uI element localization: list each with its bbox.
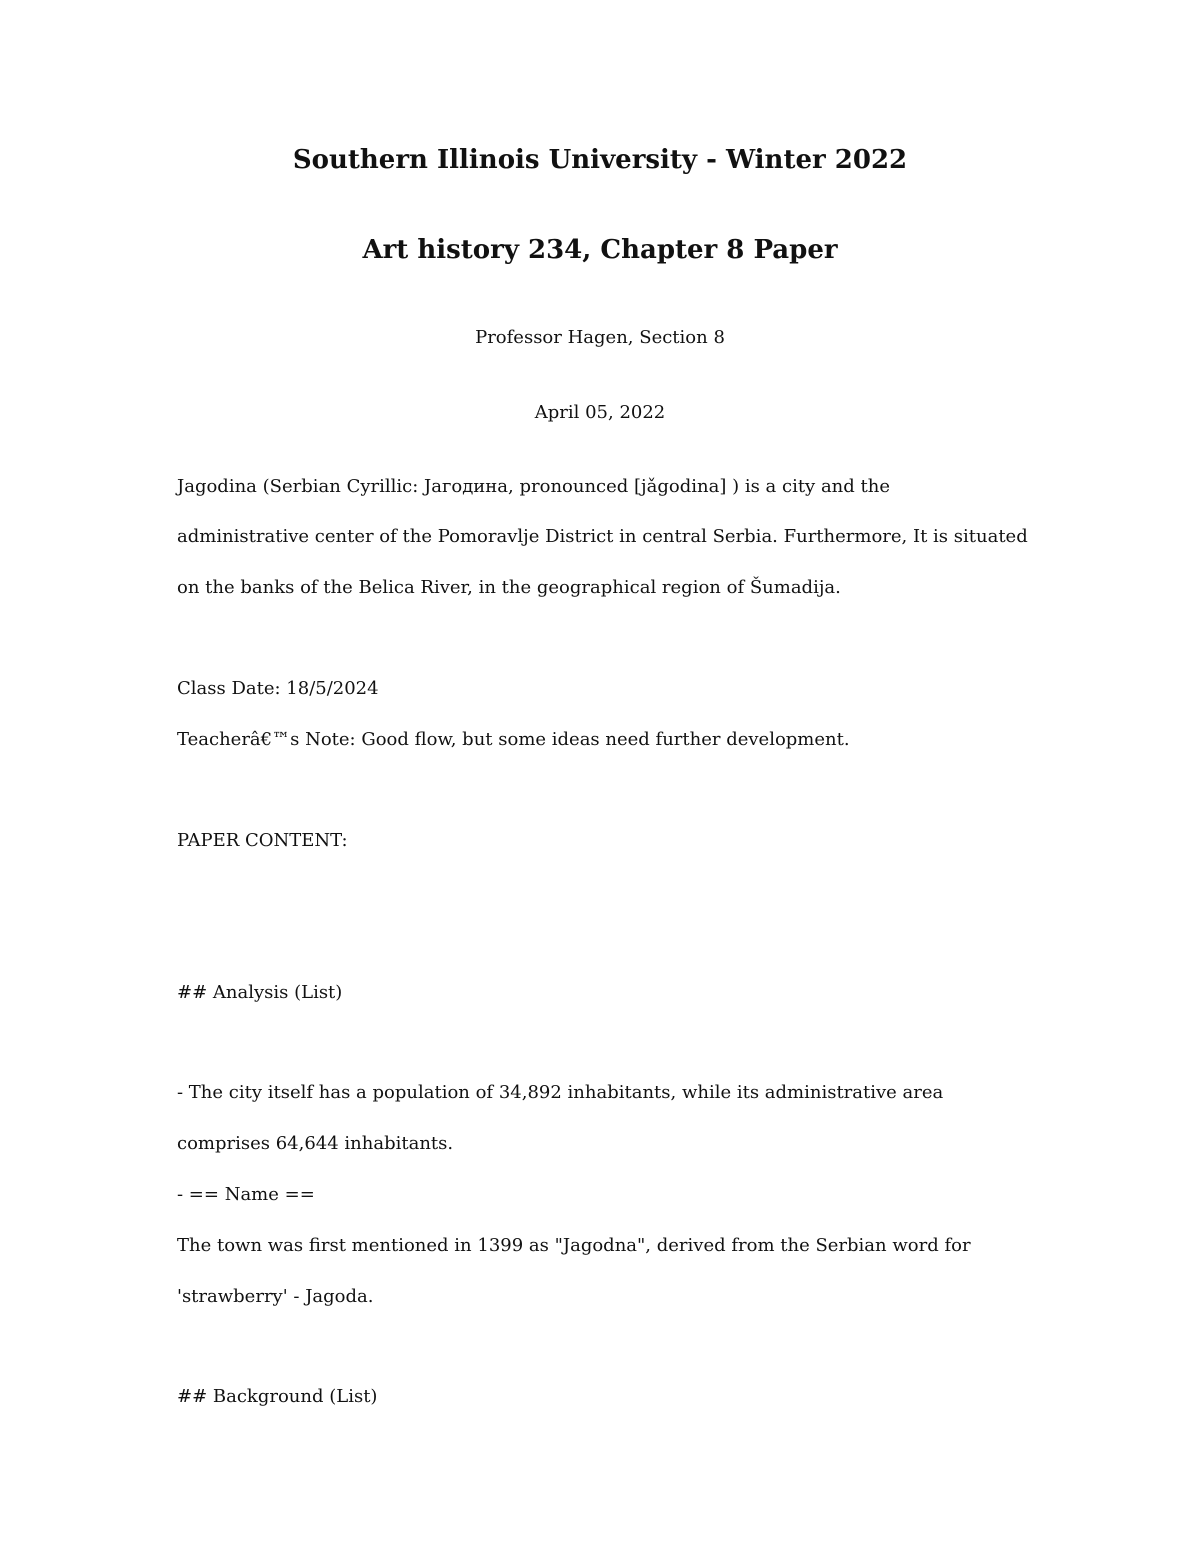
date-line: April 05, 2022 <box>534 402 666 423</box>
name-line-1: The town was first mentioned in 1399 as "Jagodna", derived from the Serbian word for <box>177 1235 971 1256</box>
paper-content-heading: PAPER CONTENT: <box>177 830 348 851</box>
analysis-item-1-line-2: comprises 64,644 inhabitants. <box>177 1133 454 1154</box>
intro-line-3: on the banks of the Belica River, in the geographical region of Šumadija. <box>177 577 841 598</box>
class-date: Class Date: 18/5/2024 <box>177 678 379 699</box>
teacher-note: Teacherâ€™s Note: Good flow, but some ideas need further development. <box>177 729 850 750</box>
background-heading: ## Background (List) <box>177 1386 378 1407</box>
intro-line-2: administrative center of the Pomoravlje District in central Serbia. Furthermore, It is situated <box>177 526 1028 547</box>
university-title: Southern Illinois University - Winter 2022 <box>292 145 908 175</box>
analysis-heading: ## Analysis (List) <box>177 982 343 1003</box>
professor-line: Professor Hagen, Section 8 <box>475 327 725 348</box>
name-line-2: 'strawberry' - Jagoda. <box>177 1286 374 1307</box>
intro-line-1: Jagodina (Serbian Cyrillic: Јагодина, pronounced [jǎgodina] ) is a city and the <box>177 476 890 497</box>
analysis-item-2: - == Name == <box>177 1184 315 1205</box>
analysis-item-1-line-1: - The city itself has a population of 34,892 inhabitants, while its administrative area <box>177 1082 944 1103</box>
course-title: Art history 234, Chapter 8 Paper <box>362 235 838 265</box>
